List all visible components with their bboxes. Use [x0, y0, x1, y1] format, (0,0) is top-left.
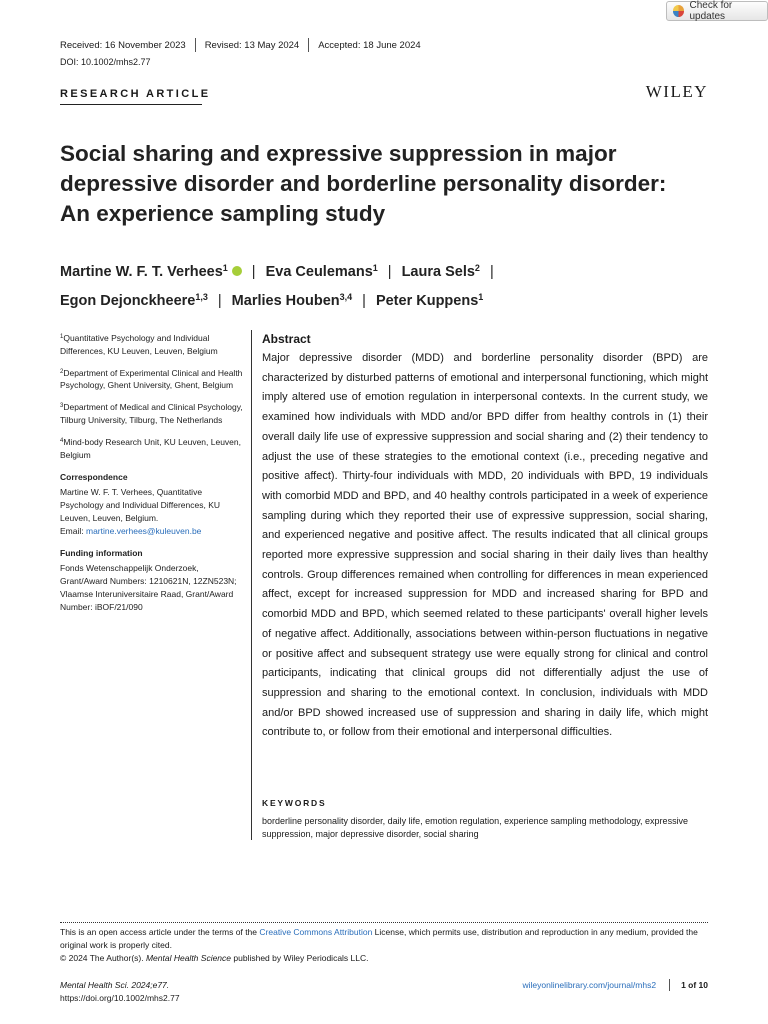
correspondence-heading: Correspondence	[60, 472, 128, 483]
sidebar-metadata	[60, 331, 244, 621]
funding-heading: Funding information	[60, 548, 143, 559]
affiliation: $^4$Mind-body Research Unit, KU Leuven, Leuven, Belgium	[60, 436, 241, 460]
title-line: depressive disorder and borderline personality disorder:	[60, 171, 667, 196]
article-type-underline	[60, 104, 202, 105]
orcid-icon[interactable]	[232, 266, 242, 276]
affiliation: $^1$Quantitative Psychology and Individual Differences, KU Leuven, Leuven, Belgium	[60, 333, 218, 356]
email-link[interactable]: martine.verhees@kuleuven.be	[85, 525, 202, 536]
revised-date: Revised: 13 May 2024	[204, 39, 300, 51]
funding-text: Fonds Wetenschappelijk Onderzoek, Grant/Award Numbers: 1210621N, 12ZN523N; Vlaamse Interuniversitaire Raad, Grant/Award Number: iBOF/21/090	[60, 563, 237, 612]
author-name[interactable]: Egon Dejonckheere$^{1,3}$	[60, 292, 208, 309]
affiliation: $^2$Department of Experimental Clinical and Health Psychology, Ghent University, Ghent, Belgium	[60, 367, 243, 391]
license-link[interactable]: Creative Commons Attribution	[259, 927, 373, 937]
citation-block	[60, 979, 180, 1005]
author-name[interactable]: Martine W. F. T. Verhees$^1$	[60, 263, 228, 280]
doi-url[interactable]: https://doi.org/10.1002/mhs2.77	[60, 992, 180, 1003]
divider	[669, 979, 670, 991]
abstract-text: Major depressive disorder (MDD) and borderline personality disorder (BPD) are characterized by disturbed patterns of emotional and interpersonal functioning, which might imply altered use of emotion regulation in interpersonal contexts. In the current study, we examined how individuals with MDD and/or BPD differ from healthy controls in (1) their overall daily life use of expressive suppression and social sharing and (2) their tendency to adjust the use of these strategies to the emotional context (i.e., preceding negative and positive affect). Thirty-four individuals with MDD, 20 individuals with BPD, 19 individuals with comorbid MDD and BPD, and 40 healthy controls participated in a week of experience sampling during which they reported their use of expressive suppression, social sharing, and experienced negative and positive affect. The results indicated that all clinical groups reported more expressive suppression and social sharing in their daily lives than healthy controls. Group differences remained when controlling for differences in mean experienced affect, except for increased suppression for MDD and increased sharing for BPD and comorbid MDD and BPD, which seemed related to these participants' overall higher levels of negative affect. Additionally, associations between within-person fluctuations in negative or positive affect and subsequent strategy use were equally strong for clinical and control participants, indicating that clinical groups did not differentially adjust the use of suppression and sharing to the emotional context. In conclusion, individuals with MDD and/or BPD showed increased use of suppression and sharing in daily life, which might contribute to, or follow from their emotional and interpersonal difficulties.	[262, 352, 708, 739]
received-date: Received: 16 November 2023	[60, 39, 186, 51]
citation: Mental Health Sci. 2024;e77.	[60, 980, 170, 990]
license-text: This is an open access article under the terms of the Creative Commons Attribution License, which permits use, distribution and reproduction in any medium, provided the original work is properly cited. © 2024 The Author(s). Mental Health Science published by Wiley Periodicals LLC.	[60, 927, 698, 963]
column-divider	[251, 330, 252, 840]
author-list: Martine W. F. T. Verhees$^1$ | Eva Ceulemans$^1$ | Laura Sels$^2$ | Egon Dejonckheere$^{1,3}$ | Marlies Houben$^{3,4}$ | Peter Kuppens$^1$	[60, 263, 494, 309]
page-number: 1 of 10	[681, 980, 708, 990]
title-line: Social sharing and expressive suppression in major	[60, 141, 617, 166]
author-name[interactable]: Laura Sels$^2$	[401, 263, 480, 280]
journal-name: Mental Health Science	[145, 952, 232, 963]
publisher-logo: WILEY	[645, 82, 708, 101]
author-name[interactable]: Marlies Houben$^{3,4}$	[231, 292, 353, 309]
article-title	[60, 139, 700, 229]
affiliation: $^3$Department of Medical and Clinical Psychology, Tilburg University, Tilburg, The Netherlands	[60, 402, 243, 425]
check-for-updates-label: Check for updates	[689, 0, 733, 22]
author-name[interactable]: Peter Kuppens$^1$	[375, 292, 484, 309]
footer-right	[523, 979, 708, 991]
correspondence-text: Martine W. F. T. Verhees, Quantitative Psychology and Individual Differences, KU Leuven, Leuven, Belgium. Email: martine.verhees@kuleuven.be	[60, 487, 221, 536]
accepted-date: Accepted: 18 June 2024	[318, 39, 421, 51]
keywords-heading: KEYWORDS	[262, 798, 327, 808]
article-type: RESEARCH ARTICLE	[60, 88, 211, 100]
author-name[interactable]: Eva Ceulemans$^1$	[265, 263, 378, 280]
abstract-heading: Abstract	[262, 332, 311, 346]
footer-divider	[60, 922, 708, 923]
doi: DOI: 10.1002/mhs2.77	[60, 57, 151, 67]
check-for-updates-button[interactable]	[666, 1, 768, 21]
article-dates	[60, 38, 430, 52]
journal-url-link[interactable]: wileyonlinelibrary.com/journal/mhs2	[522, 980, 657, 990]
title-line: An experience sampling study	[60, 201, 386, 226]
keywords-text: borderline personality disorder, daily life, emotion regulation, experience sampling methodology, expressive suppression, major depressive disorder, social sharing	[262, 816, 689, 839]
crossmark-icon	[673, 5, 684, 17]
